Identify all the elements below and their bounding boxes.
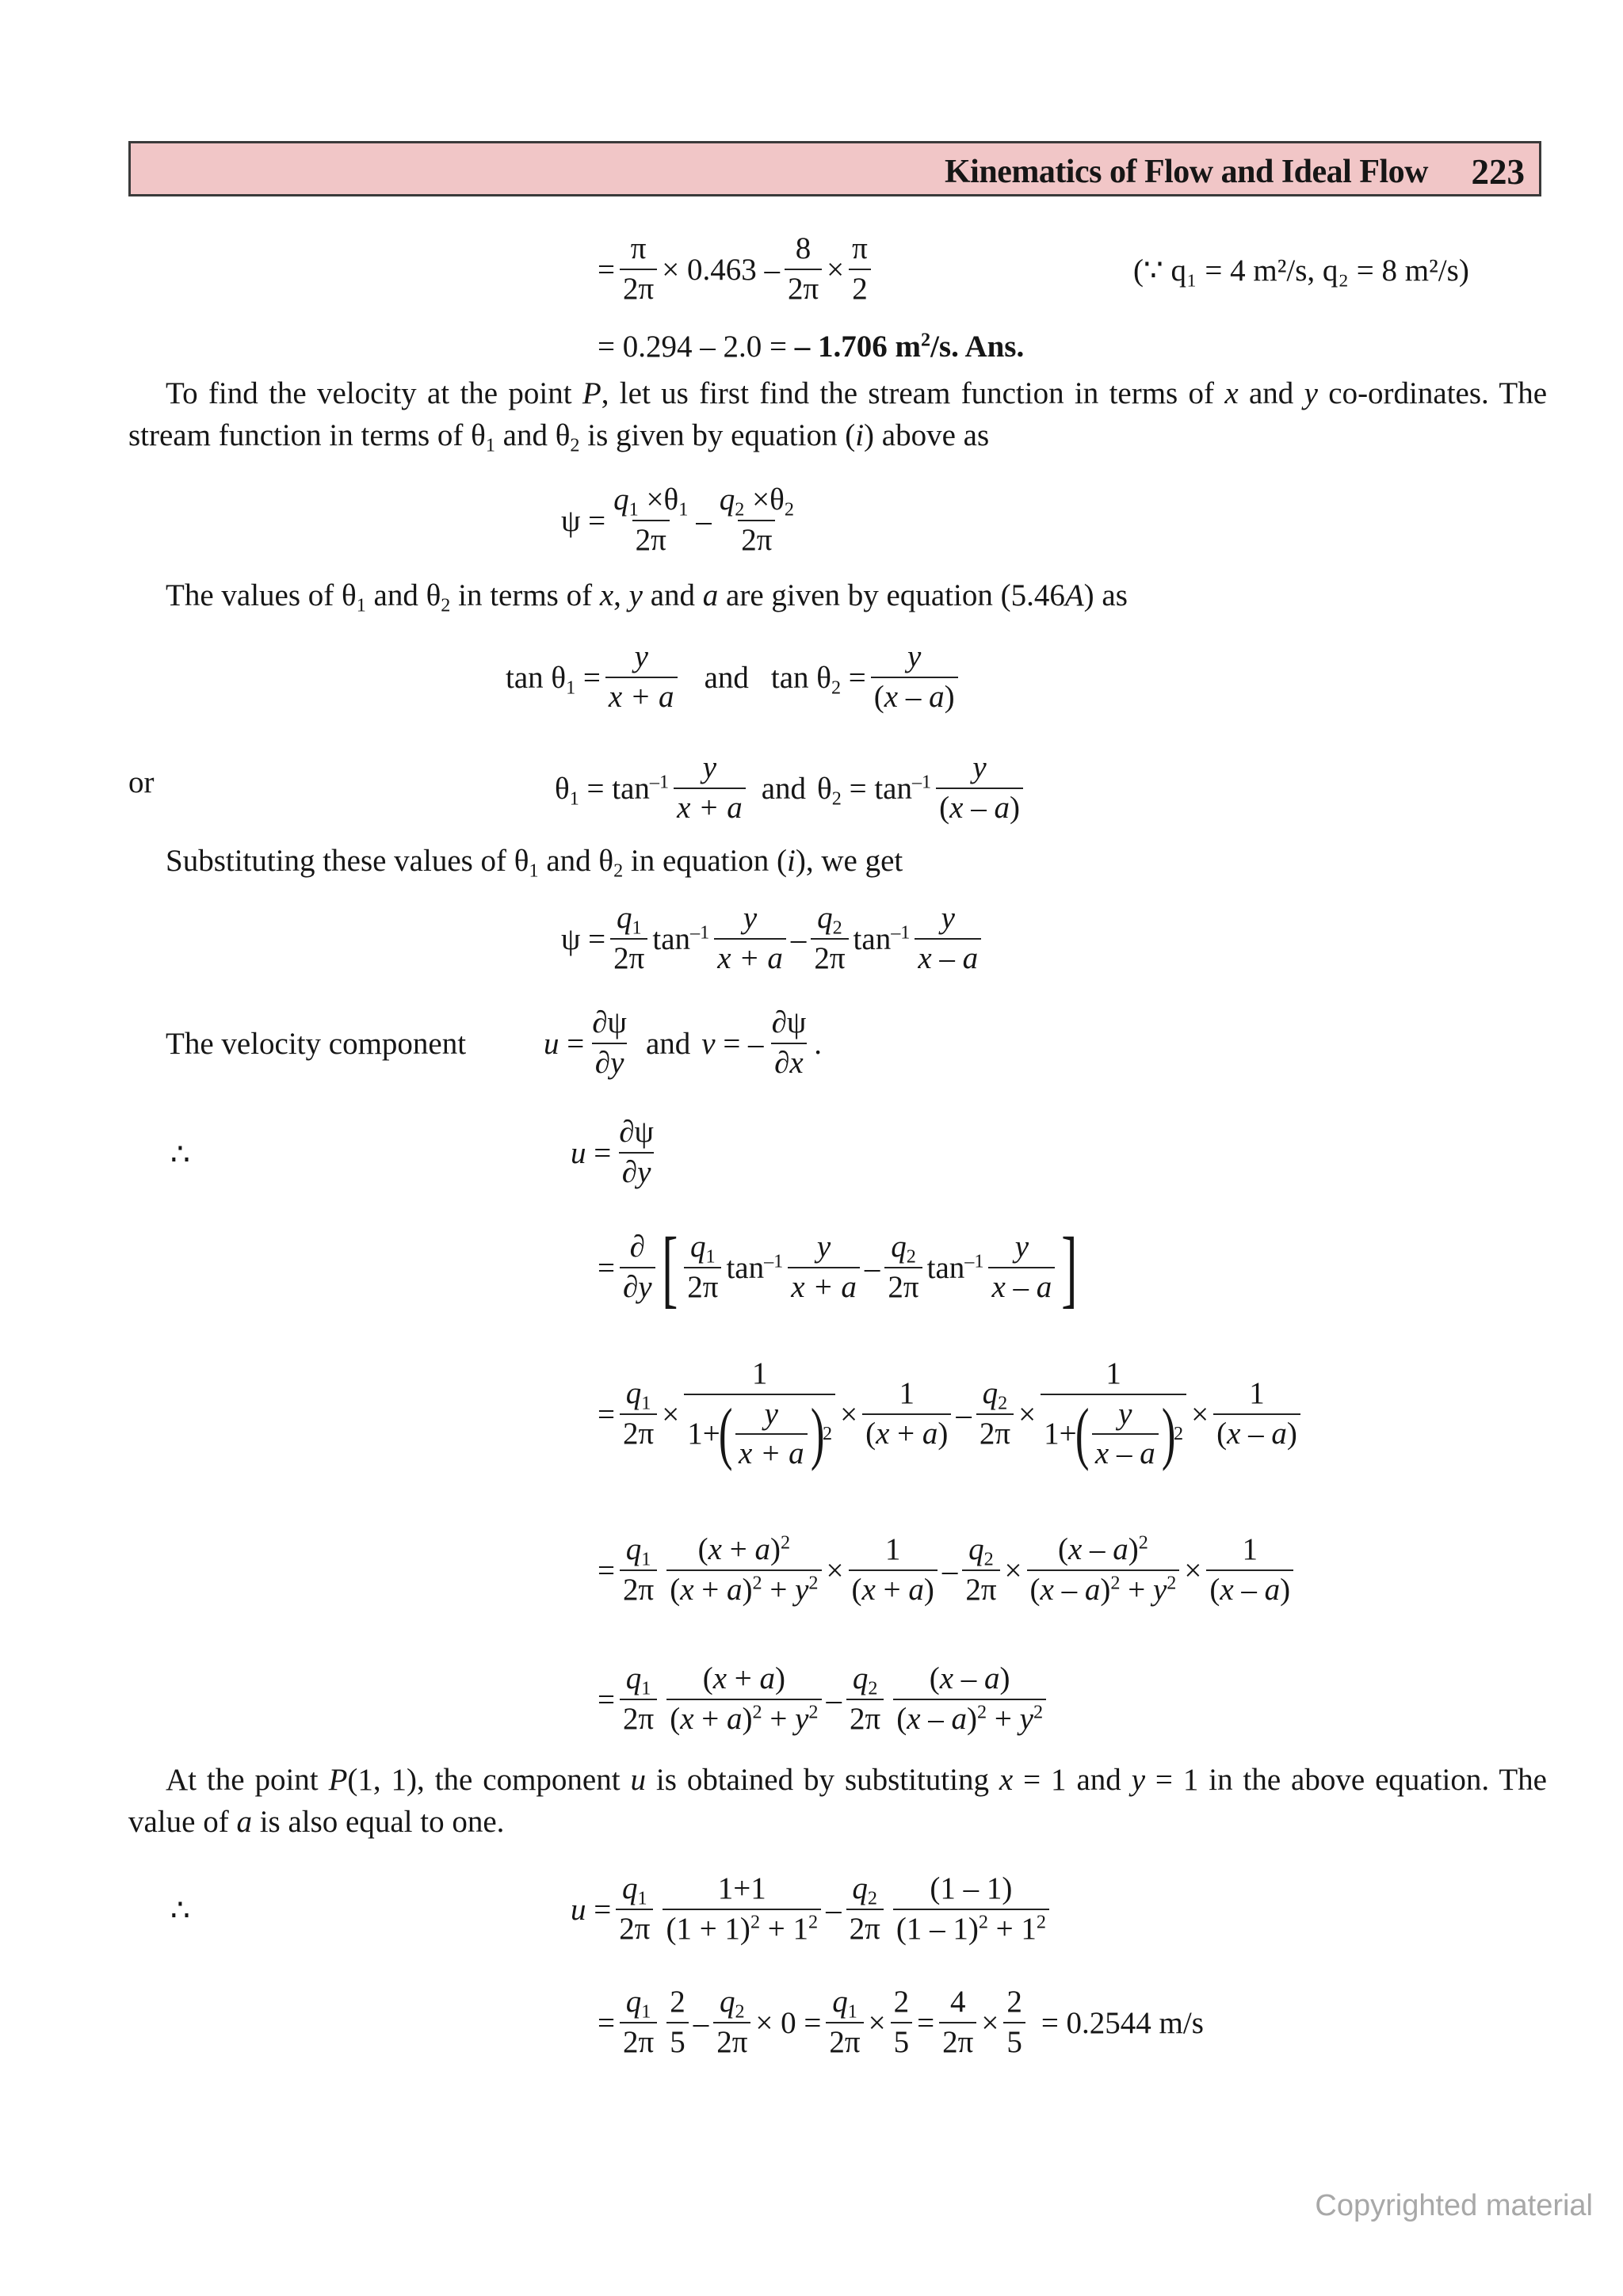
equation-theta-arctan: $\theta_1 = \tan^{-1}$ $\frac{y}{x + a}$ and $\theta_2 = \tan^{-1}$ $\frac{y}{(x - a)}$ <box>555 745 1028 832</box>
equation-psi-theta: ψ = $\frac{q_1 \times\theta_1}{2\pi}$ – $\frac{q_2 \times\theta_2}{2\pi}$ <box>561 482 794 557</box>
paragraph-point-p: At the point P(1, 1), the component u is obtained by substituting x = 1 and y = 1 in the above equation. The value of a is also equal to one. <box>128 1763 1547 1839</box>
equation-u-final: = $\frac{q_1}{2\pi}$ $\frac{(x + a)}{(x + a)^2 + y^2}$ – $\frac{q_2}{2\pi}$ $\frac{(x - a)}{(x - a)^2 + y^2}$ <box>598 1652 1051 1747</box>
given-values-note: (∵ q₁ = 4 m²/s, q₂ = 8 m²/s) <box>1133 254 1469 288</box>
equation-u-at-p: u = $\frac{q_1}{2\pi}$ $\frac{1+1}{(1 + 1)^2 + 1^2}$ – $\frac{q_2}{2\pi}$ $\frac{(1 - 1)}{(1 - 1)^2 + 1^2}$ <box>571 1862 1054 1957</box>
therefore-symbol: ∴ <box>170 1138 190 1172</box>
and-word: and <box>645 1026 691 1061</box>
equation-u-simplified: = $\frac{q_1}{2\pi}$ $\frac{(x + a)^2}{(x + a)^2 + y^2}$ × $\frac{1}{(x + a)}$ – $\frac{q_2}{2\pi}$ × $\frac{(x - a)^2}{(x - a)^2 + y^2}$ × $\frac{1}{(x - a)}$ <box>598 1523 1298 1618</box>
equation-stream-value: = $\frac{\pi}{2\pi}$ × 0.463 – $\frac{8}{2\pi}$ × $\frac{\pi}{2}$ <box>598 230 876 309</box>
equation-velocity-definitions: u = $\frac{\partial\psi}{\partial y}$ and v = – $\frac{\partial\psi}{\partial x}$ . <box>544 1005 822 1080</box>
therefore-symbol: ∴ <box>170 1894 190 1928</box>
equation-u-chain-rule: = $\frac{q_1}{2\pi}$ × 1 1+ ( $\frac{y}{x + a}$ ) 2 × $\frac{1}{(x + a)}$ – $\frac{q_2}{2\pi}$ × 1 1+ ( $\frac{y}{x - a}$ ) 2 × $\frac{1}{(x - a)}$ <box>598 1339 1305 1489</box>
equation-u-def: u = $\frac{\partial\psi}{\partial y}$ <box>571 1115 654 1189</box>
page-header <box>128 141 1541 196</box>
equation-tan-theta: $\tan \theta_1$ = $\frac{y}{x + a}$ and $\tan \theta_2$ = $\frac{y}{(x - a)}$ <box>506 634 963 721</box>
equation-psi-xy: ψ = $\frac{q_1}{2\pi}$ $\tan^{-1}$ $\frac{y}{x + a}$ – $\frac{q_2}{2\pi}$ $\tan^{-1}$ $\frac{y}{x - a}$ <box>561 895 986 982</box>
page-number: 223 <box>1471 152 1525 192</box>
equation-tail: × 0.463 – <box>662 252 780 287</box>
velocity-component-label: The velocity component <box>166 1027 467 1061</box>
u-result: = 0.2544 m/s <box>1041 2005 1204 2040</box>
or-word: or <box>128 765 155 799</box>
stream-function-result: = 0.294 – 2.0 = – 1.706 $m^2/s$. Ans. <box>598 329 1025 364</box>
and-word: and <box>761 771 807 806</box>
running-title: Kinematics of Flow and Ideal Flow <box>945 154 1428 190</box>
paragraph-substituting: Substituting these values of $\theta_1$ and $\theta_2$ in equation (i), we get <box>166 844 903 882</box>
equation-u-derivative: = $\frac{\partial}{\partial y}$ [ $\frac{q_1}{2\pi}$ $\tan^{-1}$ $\frac{y}{x + a}$ – $\frac{q_2}{2\pi}$ $\tan^{-1}$ $\frac{y}{x - a}$ ] <box>598 1219 1078 1316</box>
and-word: and <box>704 660 749 695</box>
copyright-notice: Copyrighted material <box>1315 2189 1593 2222</box>
paragraph-velocity-intro: To find the velocity at the point P, let us first find the stream function in terms of x and y co-ordinates. The stream function in terms of $\theta_1$ and $\theta_2$ is given by equation (i) above as <box>128 376 1548 456</box>
equation-u-numeric: = $\frac{q_1}{2\pi}$ $\frac{2}{5}$ – $\frac{q_2}{2\pi}$ × 0 = $\frac{q_1}{2\pi}$ × $\frac{2}{5}$ = $\frac{4}{2\pi}$ × $\frac{2}{5}$ = 0.2544 m/s <box>598 1985 1204 2059</box>
paragraph-theta-values: The values of $\theta_1$ and $\theta_2$ in terms of x, y and a are given by equation (5.46A) as <box>166 578 1128 616</box>
